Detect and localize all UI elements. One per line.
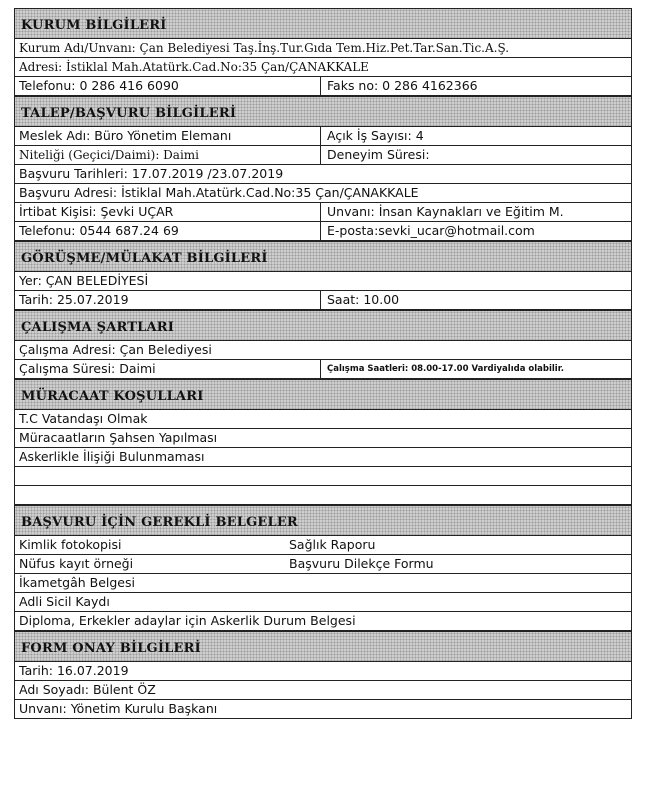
onay-unvani: Unvanı: Yönetim Kurulu Başkanı	[19, 701, 218, 716]
muracaat-section	[14, 379, 632, 505]
kurum-telefon: Telefonu: 0 286 416 6090	[15, 77, 321, 95]
calisma-section	[14, 310, 632, 379]
calisma-suresi: Çalışma Süresi: Daimi	[15, 360, 321, 378]
belgeler-section	[14, 505, 632, 631]
kurum-section	[14, 8, 632, 96]
belge-kimlik: Kimlik fotokopisi	[19, 537, 122, 552]
gorusme-tarih: Tarih: 25.07.2019	[15, 291, 321, 309]
talep-heading: TALEP/BAŞVURU BİLGİLERİ	[15, 97, 631, 127]
kurum-adres: Adresi: İstiklal Mah.Atatürk.Cad.No:35 Çan/ÇANAKKALE	[19, 60, 369, 74]
application-form	[14, 8, 632, 719]
belge-ikametgah: İkametgâh Belgesi	[19, 575, 135, 590]
muracaat-kosulu: Müracaatların Şahsen Yapılması	[19, 430, 218, 445]
eposta: E-posta:sevki_ucar@hotmail.com	[327, 223, 535, 238]
irtibat-kisisi: İrtibat Kişisi: Şevki UÇAR	[15, 203, 321, 221]
onay-adsoyad: Adı Soyadı: Bülent ÖZ	[19, 682, 156, 697]
belge-saglik: Sağlık Raporu	[289, 537, 376, 552]
kurum-adi: Kurum Adı/Unvanı: Çan Belediyesi Taş.İnş.Tur.Gıda Tem.Hiz.Pet.Tar.San.Tic.A.Ş.	[19, 41, 510, 55]
irtibat-unvani: Unvanı: İnsan Kaynakları ve Eğitim M.	[327, 204, 564, 219]
kurum-faks: Faks no: 0 286 4162366	[327, 78, 478, 93]
muracaat-heading: MÜRACAAT KOŞULLARI	[15, 380, 631, 410]
gorusme-yer: Yer: ÇAN BELEDİYESİ	[19, 273, 149, 288]
belgeler-heading: BAŞVURU İÇİN GEREKLİ BELGELER	[15, 506, 631, 536]
niteligi: Niteliği (Geçici/Daimi): Daimi	[15, 146, 321, 164]
gorusme-saat: Saat: 10.00	[327, 292, 400, 307]
acik-is-sayisi: Açık İş Sayısı: 4	[327, 128, 424, 143]
gorusme-section	[14, 241, 632, 310]
belge-adli-sicil: Adli Sicil Kaydı	[19, 594, 110, 609]
calisma-saatleri: Çalışma Saatleri: 08.00-17.00 Vardiyalıda olabilir.	[327, 364, 564, 374]
irtibat-telefonu: Telefonu: 0544 687.24 69	[15, 222, 321, 240]
empty-row	[15, 486, 631, 505]
meslek-adi: Meslek Adı: Büro Yönetim Elemanı	[15, 127, 321, 145]
belge-dilekce: Başvuru Dilekçe Formu	[289, 556, 434, 571]
kurum-heading: KURUM BİLGİLERİ	[15, 9, 631, 39]
muracaat-kosulu: Askerlikle İlişiği Bulunmaması	[19, 449, 205, 464]
belge-diploma: Diploma, Erkekler adaylar için Askerlik Durum Belgesi	[19, 613, 356, 628]
belge-nufus: Nüfus kayıt örneği	[19, 556, 134, 571]
onay-heading: FORM ONAY BİLGİLERİ	[15, 632, 631, 662]
deneyim-suresi: Deneyim Süresi:	[327, 147, 430, 162]
muracaat-kosulu: T.C Vatandaşı Olmak	[19, 411, 148, 426]
empty-row	[15, 467, 631, 486]
calisma-heading: ÇALIŞMA ŞARTLARI	[15, 311, 631, 341]
onay-tarih: Tarih: 16.07.2019	[19, 663, 129, 678]
talep-section	[14, 96, 632, 241]
basvuru-adresi: Başvuru Adresi: İstiklal Mah.Atatürk.Cad.No:35 Çan/ÇANAKKALE	[19, 185, 419, 200]
onay-section	[14, 631, 632, 719]
calisma-adresi: Çalışma Adresi: Çan Belediyesi	[19, 342, 212, 357]
gorusme-heading: GÖRÜŞME/MÜLAKAT BİLGİLERİ	[15, 242, 631, 272]
basvuru-tarihleri: Başvuru Tarihleri: 17.07.2019 /23.07.2019	[19, 166, 284, 181]
